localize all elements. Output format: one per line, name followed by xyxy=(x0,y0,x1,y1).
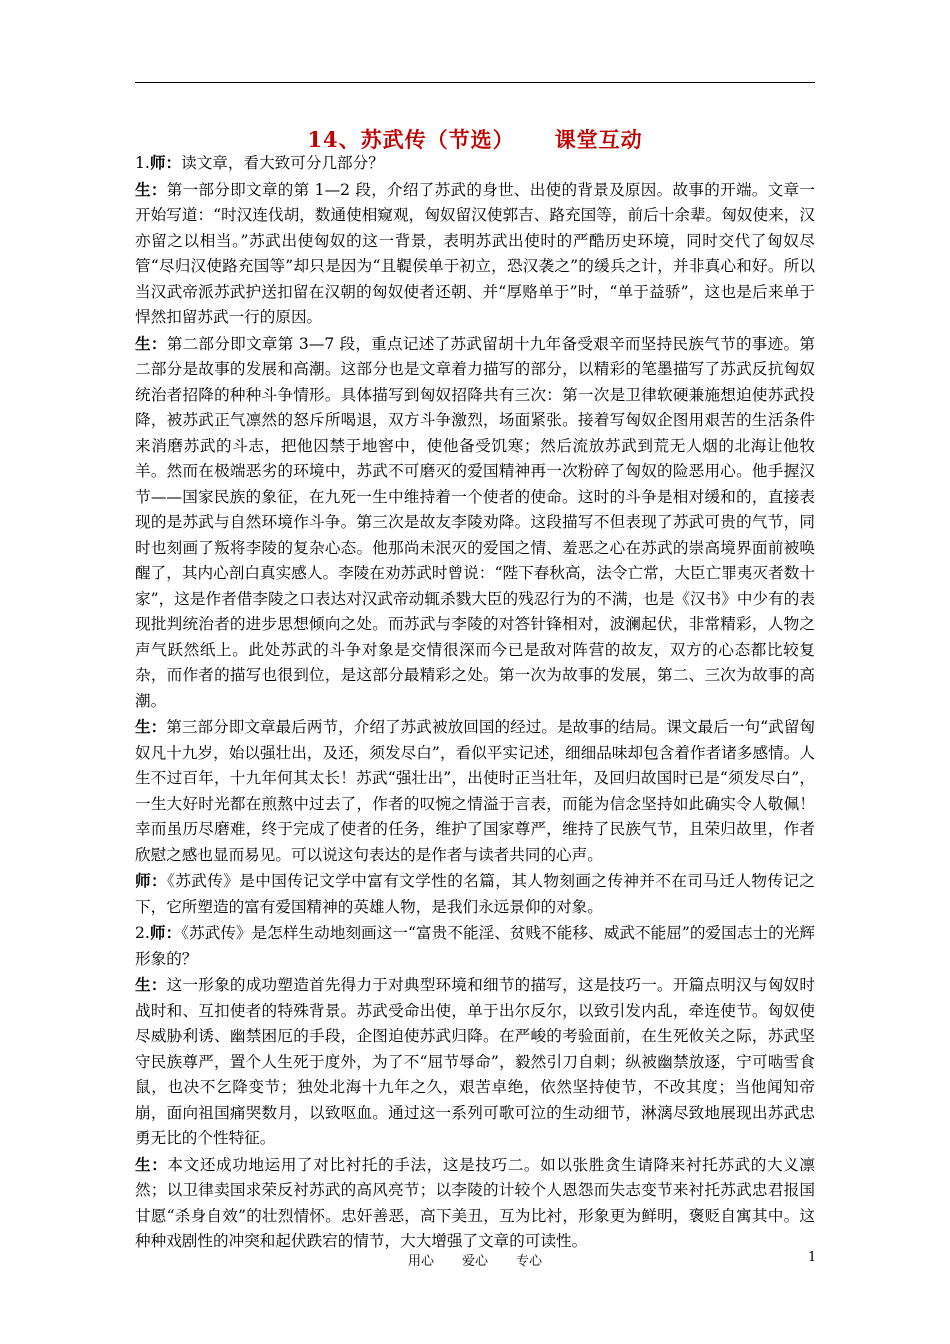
paragraph-1 xyxy=(135,150,815,177)
paragraph-text: 《苏武传》是中国传记文学中富有文学性的名篇，其人物刻画之传神并不在司马迁人物传记之下，它所塑造的富有爱国精神的英雄人物，是我们永远景仰的对象。 xyxy=(135,872,815,916)
paragraph-5 xyxy=(135,868,815,920)
paragraph-text: 这一形象的成功塑造首先得力于对典型环境和细节的描写，这是技巧一。开篇点明汉与匈奴时战时和、互扣使者的特殊背景。苏武受命出使，单于出尔反尔，以致引发内乱，牵连使节。匈奴使尽威胁利诱、幽禁困厄的手段，企图迫使苏武归降。在严峻的考验面前，在生死攸关之际，苏武坚守民族尊严，置个人生死于度外，为了不“屈节辱命”，毅然引刀自刺；纵被幽禁放逐，宁可啮雪食鼠，也决不乞降变节；独处北海十九年之久，艰苦卓绝，依然坚持使节，不改其度；当他闻知帝崩，面向祖国痛哭数月，以致呕血。通过这一系列可歌可泣的生动细节，淋漓尽致地展现出苏武忠勇无比的个性特征。 xyxy=(135,976,815,1147)
page-number: 1 xyxy=(808,1250,817,1265)
footer-text-2: 爱心 xyxy=(461,1254,488,1269)
paragraph-text: 《苏武传》是怎样生动地刻画这一“富贵不能淫、贫贱不能移、威武不能屈”的爱国志士的光辉形象的？ xyxy=(135,924,815,968)
paragraph-7 xyxy=(135,972,815,1152)
speaker-label: 生： xyxy=(135,717,167,736)
paragraph-6 xyxy=(135,920,815,972)
header-rule xyxy=(135,82,815,83)
speaker-label: 生： xyxy=(135,1154,168,1174)
speaker-label: 师： xyxy=(149,923,182,942)
question-number: 1. xyxy=(135,154,150,172)
document-body xyxy=(135,150,815,1255)
speaker-label: 生： xyxy=(135,975,167,994)
speaker-label: 生： xyxy=(135,179,167,199)
title-main: 14、苏武传（节选） xyxy=(307,127,515,152)
footer-text-3: 专心 xyxy=(516,1254,543,1269)
speaker-label: 师： xyxy=(135,871,168,890)
title-sub: 课堂互动 xyxy=(554,127,643,152)
paragraph-3 xyxy=(135,331,815,715)
paragraph-8 xyxy=(135,1152,815,1255)
paragraph-2 xyxy=(135,177,815,331)
paragraph-text: 第三部分即文章最后两节，介绍了苏武被放回国的经过。是故事的结局。课文最后一句“武留匈奴凡十九岁，始以强壮出，及还，须发尽白”，看似平实记述，细细品味却包含着作者诸多感情。人生不过百年，十九年何其太长！苏武“强壮出”，出使时正当壮年，及回归故国时已是“须发尽白”，一生大好时光都在煎熬中过去了，作者的叹惋之情溢于言表，而能为信念坚持如此确实令人敬佩！幸而虽历尽磨难，终于完成了使者的任务，维护了国家尊严，维持了民族气节，且荣归故里，作者欣慰之感也显而易见。可以说这句表达的是作者与读者共同的心声。 xyxy=(135,718,815,864)
speaker-label: 师： xyxy=(149,153,182,172)
speaker-label: 生： xyxy=(135,333,167,353)
paragraph-text: 本文还成功地运用了对比衬托的手法，这是技巧二。如以张胜贪生请降来衬托苏武的大义凛然；以卫律卖国求荣反衬苏武的高风亮节；以李陵的计较个人恩怨而失志变节来衬托苏武忠君报国甘愿“杀身自效”的壮烈情怀。忠奸善恶，高下美丑，互为比衬，形象更为鲜明，褒贬自寓其中。这种种戏剧性的冲突和起伏跌宕的情节，大大增强了文章的可读性。 xyxy=(135,1155,815,1250)
paragraph-4 xyxy=(135,714,815,868)
paragraph-text: 读文章，看大致可分几部分？ xyxy=(181,154,384,172)
paragraph-text: 第一部分即文章的第 1—2 段，介绍了苏武的身世、出使的背景及原因。故事的开端。文章一开始写道：“时汉连伐胡，数通使相窥观，匈奴留汉使郭吉、路充国等，前后十余辈。匈奴使来，汉亦留之以相当。”苏武出使匈奴的这一背景，表明苏武出使时的严酷历史环境，同时交代了匈奴尽管“尽归汉使路充国等”却只是因为“且鞮侯单于初立，恐汉袭之”的缓兵之计，并非真心和好。所以当汉武帝派苏武护送扣留在汉朝的匈奴使者还朝、并“厚赂单于”时，“单于益骄”，这也是后来单于悍然扣留苏武一行的原因。 xyxy=(135,180,815,326)
question-number: 2. xyxy=(135,924,150,942)
paragraph-text: 第二部分即文章第 3—7 段，重点记述了苏武留胡十九年备受艰辛而坚持民族气节的事迹。第二部分是故事的发展和高潮。这部分也是文章着力描写的部分，以精彩的笔墨描写了苏武反抗匈奴统治者招降的种种斗争情形。具体描写到匈奴招降共有三次：第一次是卫律软硬兼施想迫使苏武投降，被苏武正气凛然的怒斥所喝退，双方斗争激烈，场面紧张。接着写匈奴企图用艰苦的生活条件来消磨苏武的斗志，把他囚禁于地窖中，使他备受饥寒；然后流放苏武到荒无人烟的北海让他牧羊。然而在极端恶劣的环境中，苏武不可磨灭的爱国精神再一次粉碎了匈奴的险恶用心。他手握汉节——国家民族的象征，在九死一生中维持着一个使者的使命。这时的斗争是相对缓和的，直接表现的是苏武与自然环境作斗争。第三次是故友李陵劝降。这段描写不但表现了苏武可贵的气节，同时也刻画了叛将李陵的复杂心态。他那尚未泯灭的爱国之情、羞恶之心在苏武的崇高境界面前被唤醒了，其内心剖白真实感人。李陵在劝苏武时曾说：“陛下春秋高，法令亡常，大臣亡罪夷灭者数十家”，这是作者借李陵之口表达对汉武帝动辄杀戮大臣的残忍行为的不满，也是《汉书》中少有的表现批判统治者的进步思想倾向之处。而苏武与李陵的对答针锋相对，波澜起伏，非常精彩，人物之声气跃然纸上。此处苏武的斗争对象是交情很深而今已是敌对阵营的故友，双方的心态都比较复杂，而作者的描写也很到位，是这部分最精彩之处。第一次为故事的发展，第二、三次为故事的高潮。 xyxy=(135,334,815,710)
page-footer xyxy=(135,1250,815,1269)
footer-text-1: 用心 xyxy=(407,1254,434,1269)
